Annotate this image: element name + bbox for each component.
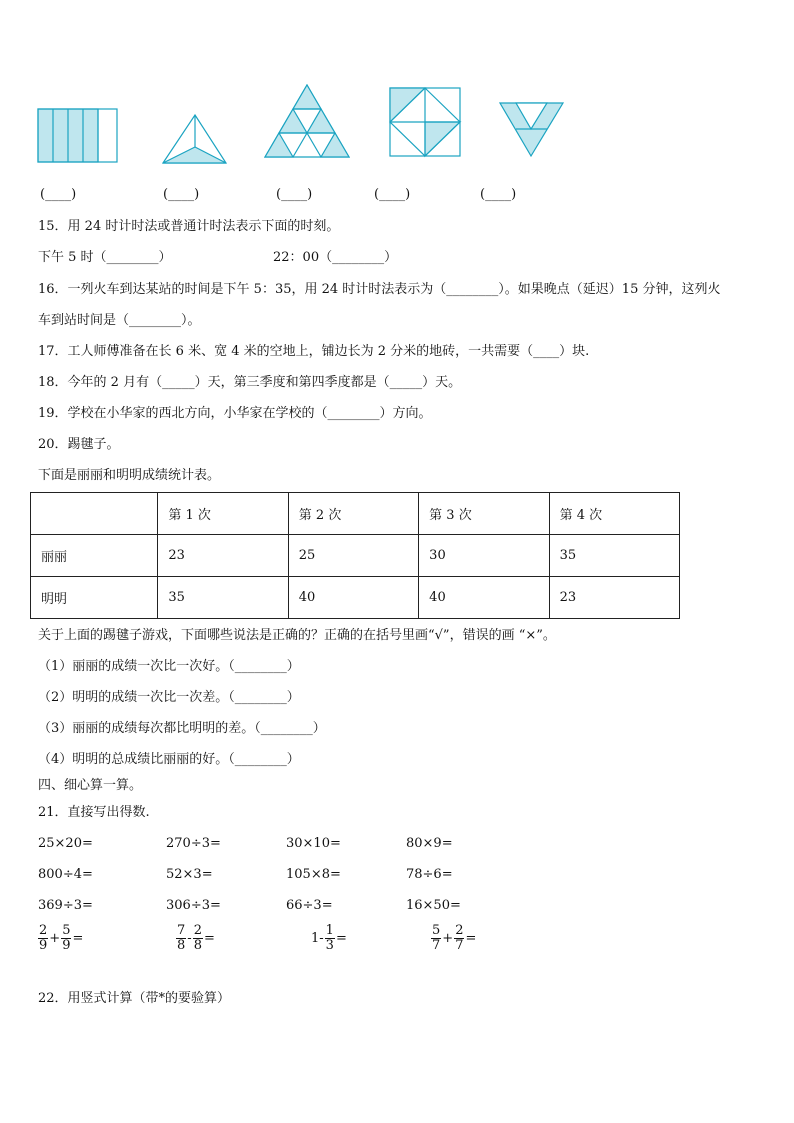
- fraction-expression-3[interactable]: [310, 924, 348, 953]
- fraction: [193, 924, 203, 953]
- table-cell: 第 2 次: [288, 493, 418, 535]
- figure-triangle-inverted: [499, 102, 565, 158]
- figure-blank-2[interactable]: (____): [163, 187, 200, 202]
- q16-line-2[interactable]: 车到站时间是（________）。: [38, 313, 201, 328]
- figure-blank-3[interactable]: (____): [276, 187, 313, 202]
- calc-item[interactable]: 306÷3=: [166, 898, 221, 913]
- q20-statement-2[interactable]: （2）明明的成绩一次比一次差。（________）: [38, 690, 300, 705]
- fraction: [38, 924, 48, 953]
- operator: +: [49, 931, 61, 946]
- q22-title: 22．用竖式计算（带*的要验算）: [38, 991, 231, 1006]
- q20-instruction: 关于上面的踢毽子游戏，下面哪些说法是正确的？正确的在括号里画“√”，错误的画 “×”。: [38, 628, 556, 643]
- figure-blank-5[interactable]: (____): [480, 187, 517, 202]
- figure-rectangle-strips: [37, 108, 119, 164]
- calc-item[interactable]: 270÷3=: [166, 836, 221, 851]
- calc-item[interactable]: 30×10=: [286, 836, 341, 851]
- section-4-title: 四、细心算一算。: [38, 778, 143, 793]
- calc-item[interactable]: 66÷3=: [286, 898, 333, 913]
- fraction: [176, 924, 186, 953]
- table-cell: 25: [288, 535, 418, 577]
- table-cell: 第 4 次: [549, 493, 679, 535]
- fraction: [454, 924, 464, 953]
- table-cell: 40: [419, 577, 549, 619]
- table-cell: 第 3 次: [419, 493, 549, 535]
- equals: =: [72, 931, 84, 946]
- q15-item-1[interactable]: 下午 5 时（________）: [38, 250, 172, 265]
- calc-item[interactable]: 16×50=: [406, 898, 461, 913]
- q20-statement-4[interactable]: （4）明明的总成绩比丽丽的好。（________）: [38, 752, 300, 767]
- table-cell: 40: [288, 577, 418, 619]
- calc-item[interactable]: 52×3=: [166, 867, 213, 882]
- numerator: 2: [455, 923, 464, 938]
- calc-item[interactable]: 369÷3=: [38, 898, 93, 913]
- table-cell: 23: [549, 577, 679, 619]
- q20-title: 20．踢毽子。: [38, 437, 120, 452]
- equals: =: [465, 931, 477, 946]
- denominator: 9: [39, 938, 48, 953]
- figure-blank-4[interactable]: (____): [374, 187, 411, 202]
- operator: -: [187, 931, 192, 946]
- table-cell: 第 1 次: [158, 493, 288, 535]
- calc-item[interactable]: 800÷4=: [38, 867, 93, 882]
- figure-blank-1[interactable]: (____): [40, 187, 77, 202]
- table-cell: 丽丽: [31, 535, 158, 577]
- denominator: 7: [455, 938, 464, 953]
- fraction: [431, 924, 441, 953]
- figure-triangle-nine: [263, 84, 351, 160]
- q15-question: 15．用 24 时计时法或普通计时法表示下面的时刻。: [38, 219, 340, 234]
- table-cell: 明明: [31, 577, 158, 619]
- equals: =: [203, 931, 215, 946]
- fraction-expression-4[interactable]: [431, 924, 477, 953]
- fraction: [325, 924, 335, 953]
- equals: =: [335, 931, 347, 946]
- numerator: 5: [432, 923, 441, 938]
- score-table: [30, 492, 680, 619]
- fraction: [61, 924, 71, 953]
- numerator: 1: [325, 923, 334, 938]
- calc-item[interactable]: 25×20=: [38, 836, 93, 851]
- q16-line-1[interactable]: 16．一列火车到达某站的时间是下午 5：35，用 24 时计时法表示为（________）。如果晚点（延迟）15 分钟，这列火: [38, 282, 721, 297]
- calc-item[interactable]: 78÷6=: [406, 867, 453, 882]
- operator: +: [442, 931, 454, 946]
- numerator: 2: [39, 923, 48, 938]
- table-cell: 23: [158, 535, 288, 577]
- table-row: [31, 577, 680, 619]
- fraction-expression-1[interactable]: [38, 924, 84, 953]
- denominator: 8: [193, 938, 202, 953]
- numerator: 7: [177, 923, 186, 938]
- q17-text[interactable]: 17．工人师傅准备在长 6 米、宽 4 米的空地上，铺边长为 2 分米的地砖，一共需要（____）块.: [38, 344, 590, 359]
- table-row: [31, 535, 680, 577]
- numerator: 2: [193, 923, 202, 938]
- calc-item[interactable]: 105×8=: [286, 867, 341, 882]
- denominator: 3: [325, 938, 334, 953]
- table-header-row: [31, 493, 680, 535]
- figure-triangle-thirds: [162, 114, 228, 166]
- numerator: 5: [62, 923, 71, 938]
- calc-item[interactable]: 80×9=: [406, 836, 453, 851]
- q21-title: 21．直接写出得数.: [38, 805, 150, 820]
- table-cell: [31, 493, 158, 535]
- whole-number: 1-: [311, 931, 324, 946]
- figure-square-diamond: [389, 87, 463, 159]
- q20-intro: 下面是丽丽和明明成绩统计表。: [38, 468, 221, 483]
- q20-statement-3[interactable]: （3）丽丽的成绩每次都比明明的差。（________）: [38, 721, 326, 736]
- q18-text[interactable]: 18．今年的 2 月有（_____）天，第三季度和第四季度都是（_____）天。: [38, 375, 462, 390]
- denominator: 7: [432, 938, 441, 953]
- table-cell: 35: [158, 577, 288, 619]
- denominator: 8: [177, 938, 186, 953]
- table-cell: 35: [549, 535, 679, 577]
- fraction-expression-2[interactable]: [176, 924, 216, 953]
- q20-statement-1[interactable]: （1）丽丽的成绩一次比一次好。（________）: [38, 659, 300, 674]
- q15-item-2[interactable]: 22：00（________）: [273, 250, 398, 265]
- q19-text[interactable]: 19．学校在小华家的西北方向，小华家在学校的（________）方向。: [38, 406, 432, 421]
- table-cell: 30: [419, 535, 549, 577]
- denominator: 9: [62, 938, 71, 953]
